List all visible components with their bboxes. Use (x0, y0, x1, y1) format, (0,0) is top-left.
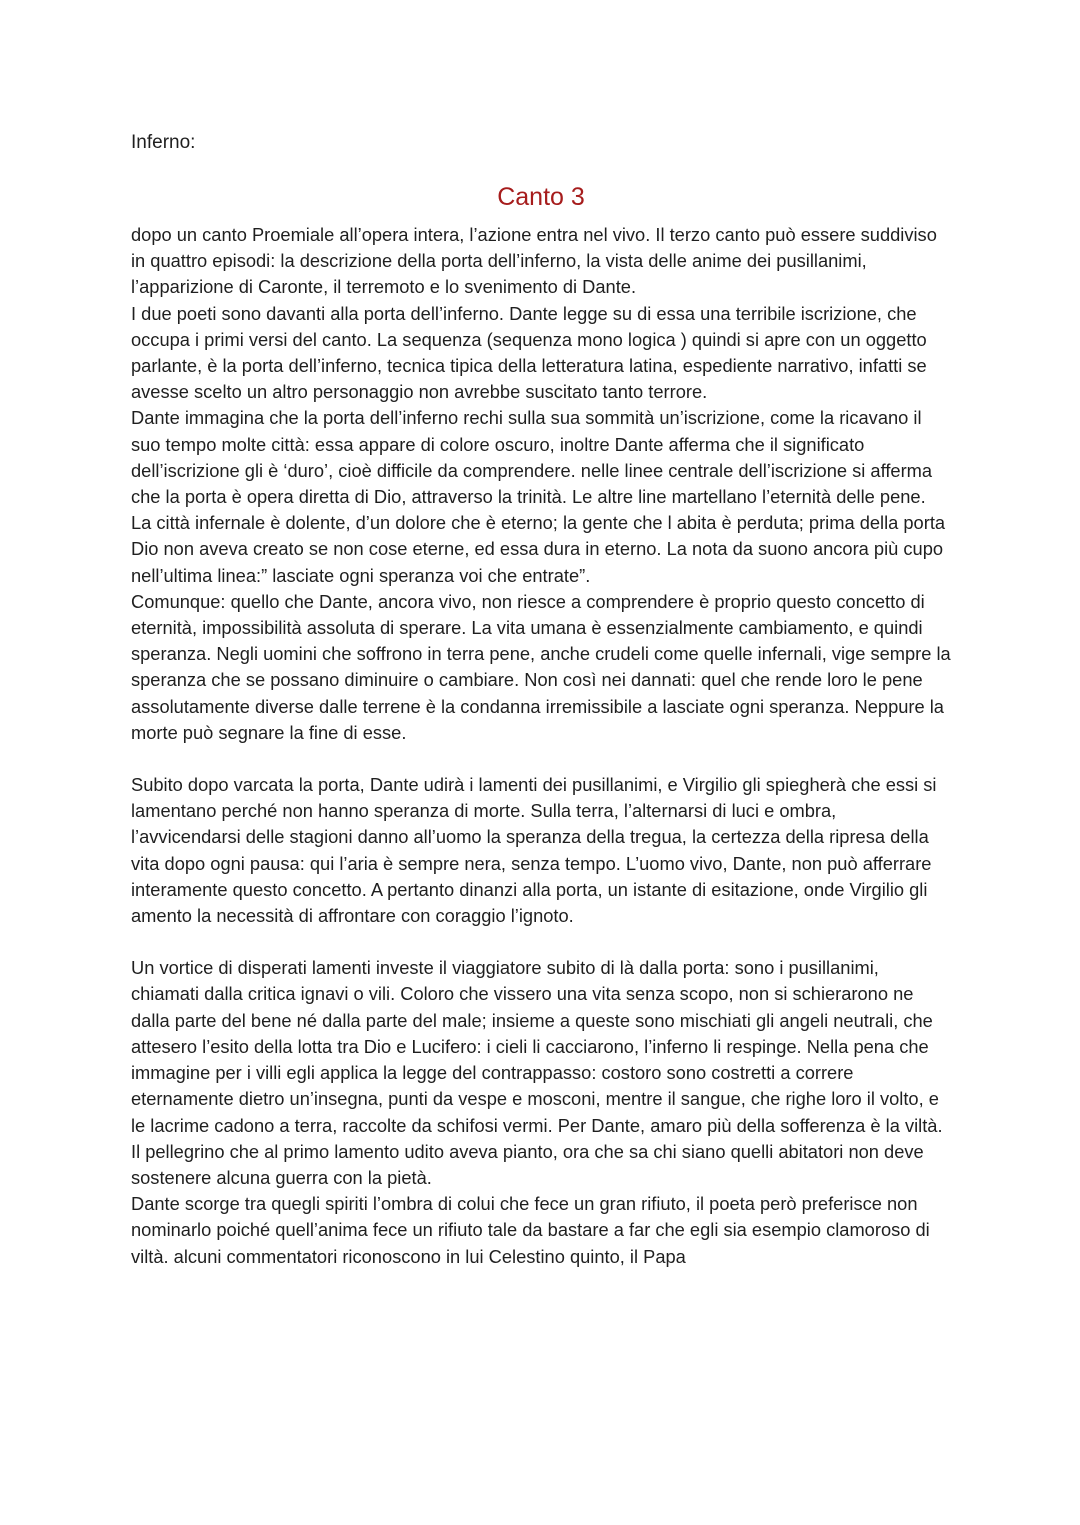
paragraph-intro: dopo un canto Proemiale all’opera intera, l’azione entra nel vivo. Il terzo canto può essere suddiviso in quattro episodi: la descrizione della porta dell’inferno, la vista delle anime dei pusillanimi, l’apparizione di Caronte, il terremoto e lo svenimento di Dante. (131, 224, 937, 298)
paragraph-eternita: Comunque: quello che Dante, ancora vivo, non riesce a comprendere è proprio questo concetto di eternità, impossibilità assoluta di sperare. La vita umana è essenzialmente cambiamento, e quindi speranza. Negli uomini che soffrono in terra pene, anche crudeli come quelle infernali, vige sempre la speranza che se possano diminuire o cambiare. Non così nei dannati: quel che rende loro le pene assolutamente diverse dalle terrene è la condanna irremissibile a lasciate ogni speranza. Neppure la morte può segnare la fine di esse. (131, 590, 951, 743)
paragraph-pusillanimi-lamenti: Subito dopo varcata la porta, Dante udirà i lamenti dei pusillanimi, e Virgilio gli spiegherà che essi si lamentano perché non hanno speranza di morte. Sulla terra, l’alternarsi di luci e ombra, l’avvicendarsi delle stagioni danno all’uomo la speranza della tregua, la certezza della ripresa della vita dopo ogni pausa: qui l’aria è sempre nera, senza tempo. L’uomo vivo, Dante, non può afferrare interamente questo concetto. A pertanto dinanzi alla porta, un istante di esitazione, onde Virgilio gli amento la necessità di affrontare con coraggio l’ignoto. (131, 774, 937, 927)
document-page (131, 130, 951, 1270)
paragraph-spacer (131, 746, 951, 772)
canto-title: Canto 3 (497, 183, 585, 211)
paragraph-porta: I due poeti sono davanti alla porta dell’inferno. Dante legge su di essa una terribile iscrizione, che occupa i primi versi del canto. La sequenza (sequenza mono logica ) quindi si apre con un oggetto parlante, è la porta dell’inferno, tecnica tipica della letteratura latina, espediente narrativo, infatti se avesse scelto un altro personaggio non avrebbe suscitato tanto terrore. (131, 302, 927, 403)
paragraph-spacer (131, 929, 951, 955)
paragraph-ignavi: Un vortice di disperati lamenti investe il viaggiatore subito di là dalla porta: sono i pusillanimi, chiamati dalla critica ignavi o vili. Coloro che vissero una vita senza scopo, non si schierarono ne dalla parte del bene né dalla parte del male; insieme a queste sono mischiati gli angeli neutrali, che attesero l’esito della lotta tra Dio e Lucifero: i cieli li cacciarono, l’inferno li respinge. Nella pena che immagine per i villi egli applica la legge del contrappasso: costoro sono costretti a correre eternamente dietro un’insegna, punti da vespe e mosconi, mentre il sangue, che righe loro il volto, e le lacrime cadono a terra, raccolte da schifosi vermi. Per Dante, amaro più della sofferenza è la viltà. Il pellegrino che al primo lamento udito aveva pianto, ora che sa chi siano quelli abitatori non deve sostenere alcuna guerra con la pietà. (131, 957, 943, 1188)
paragraph-gran-rifiuto: Dante scorge tra quegli spiriti l’ombra di colui che fece un gran rifiuto, il poeta però preferisce non nominarlo poiché quell’anima fece un rifiuto tale da bastare a far che egli sia esempio clamoroso di viltà. alcuni commentatori riconoscono in lui Celestino quinto, il Papa (131, 1193, 930, 1267)
section-label: Inferno: (131, 132, 196, 153)
paragraph-iscrizione: Dante immagina che la porta dell’inferno rechi sulla sua sommità un’iscrizione, come la ricavano il suo tempo molte città: essa appare di colore oscuro, inoltre Dante afferma che il significato dell’iscrizione gli è ‘duro’, cioè difficile da comprendere. nelle linee centrale dell’iscrizione si afferma che la porta è opera diretta di Dio, attraverso la trinità. Le altre line martellano l’eternità delle pene. La città infernale è dolente, d’un dolore che è eterno; la gente che l abita è perduta; prima della porta Dio non aveva creato se non cose eterne, ed essa dura in eterno. La nota da suono ancora più cupo nell’ultima linea:” lasciate ogni speranza voi che entrate”. (131, 407, 946, 586)
